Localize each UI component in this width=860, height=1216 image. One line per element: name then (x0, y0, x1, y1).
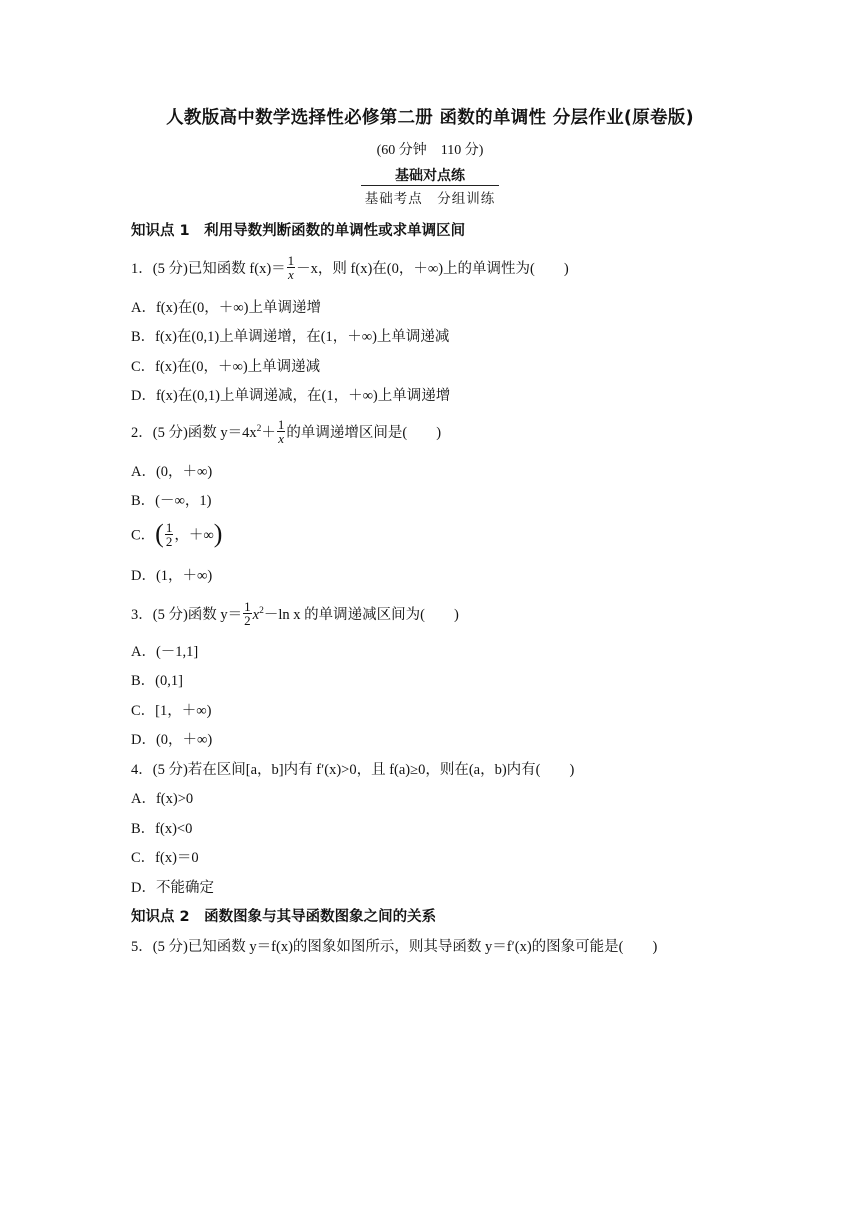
q2-option-c (131, 521, 222, 551)
q2-sup: 2 (256, 424, 262, 434)
q1-head: 1．(5 分)已知函数 (131, 260, 250, 277)
knowledge-point-2: 知识点 2 函数图象与其导函数图象之间的关系 (131, 909, 437, 925)
q3-option-b: B．(0,1] (131, 673, 183, 689)
q2-c-frac-den: 2 (165, 533, 173, 549)
q2-c-tail: ，＋∞ (174, 527, 214, 544)
q2-option-a: A．(0，＋∞) (131, 464, 213, 480)
q3-option-a: A．(－1,1] (131, 644, 199, 660)
q3-x: x (252, 606, 260, 623)
section-subheading: 基础考点 分组训练 (364, 191, 496, 206)
q1-fraction (287, 254, 296, 281)
question-3 (131, 599, 459, 629)
q1-func: f(x)＝ (249, 260, 286, 277)
q2-c-frac-num: 1 (165, 519, 173, 535)
q2-c-fraction (165, 521, 174, 548)
q4-option-c: C．f(x)＝0 (131, 850, 199, 866)
q1-tail: －x，则 f(x)在(0，＋∞)上的单调性为( ) (296, 260, 569, 277)
q3-option-c: C．[1，＋∞) (131, 703, 212, 719)
q3-option-d: D．(0，＋∞) (131, 732, 213, 748)
q3-head: 3．(5 分)函数 y＝ (131, 606, 243, 623)
q1-option-d: D．f(x)在(0,1)上单调递减，在(1，＋∞)上单调递增 (131, 388, 451, 404)
question-4: 4．(5 分)若在区间[a，b]内有 f′(x)>0，且 f(a)≥0，则在(a，b)内有( ) (131, 762, 575, 778)
q3-fraction (243, 600, 252, 627)
question-5: 5．(5 分)已知函数 y＝f(x)的图象如图所示，则其导函数 y＝f′(x)的图象可能是( ) (131, 939, 658, 955)
q4-option-a: A．f(x)>0 (131, 791, 194, 807)
q2-c-left-paren: ( (155, 519, 164, 548)
section-divider (361, 185, 499, 186)
q2-tail: 的单调递增区间是( ) (286, 424, 442, 441)
question-2 (131, 417, 442, 447)
q2-frac-num: 1 (277, 417, 285, 432)
q2-c-prefix: C． (131, 527, 156, 544)
q3-frac-num: 1 (244, 599, 251, 614)
q3-frac-den: 2 (244, 613, 251, 628)
q1-option-a: A．f(x)在(0，＋∞)上单调递增 (131, 300, 321, 316)
q1-frac-num: 1 (287, 253, 295, 268)
q2-option-d: D．(1，＋∞) (131, 568, 213, 584)
q2-option-b: B．(－∞，1) (131, 493, 212, 509)
q2-head: 2．(5 分)函数 y＝4x (131, 424, 257, 441)
q4-option-d: D．不能确定 (131, 880, 214, 896)
q2-c-right-paren: ) (213, 519, 223, 548)
section-heading: 基础对点练 (395, 168, 465, 184)
knowledge-point-1: 知识点 1 利用导数判断函数的单调性或求单调区间 (131, 223, 466, 239)
document-title: 人教版高中数学选择性必修第二册 函数的单调性 分层作业(原卷版) (166, 108, 694, 128)
q3-sup: 2 (259, 606, 264, 616)
q4-option-b: B．f(x)<0 (131, 821, 193, 837)
time-score-info: (60 分钟 110 分) (376, 143, 484, 158)
q2-plus: ＋ (261, 424, 276, 441)
q2-frac-den: x (278, 431, 285, 446)
q1-option-c: C．f(x)在(0，＋∞)上单调递减 (131, 359, 321, 375)
question-1 (131, 253, 569, 283)
q1-frac-den: x (288, 267, 294, 282)
q3-tail: －ln x 的单调递减区间为( ) (263, 606, 459, 623)
q2-fraction (277, 418, 286, 445)
q1-option-b: B．f(x)在(0,1)上单调递增，在(1，＋∞)上单调递减 (131, 329, 450, 345)
